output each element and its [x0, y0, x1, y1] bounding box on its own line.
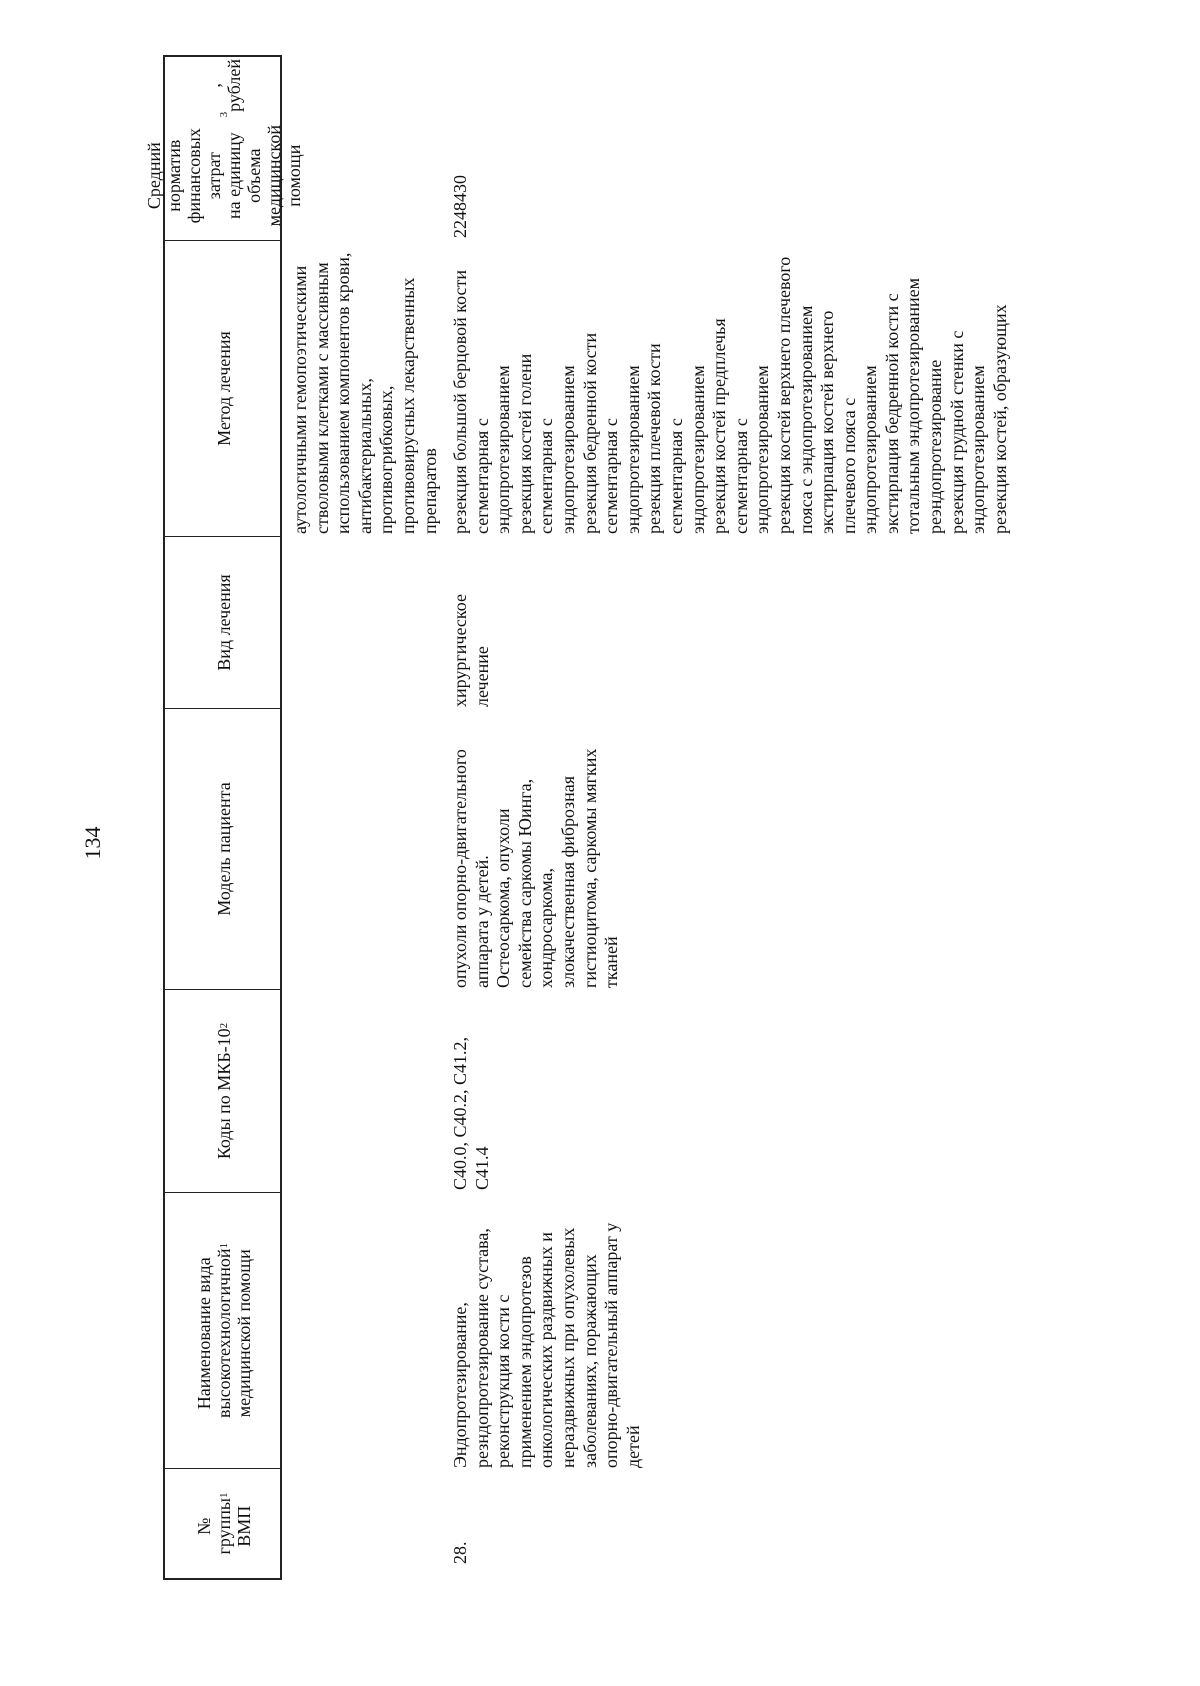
continuation-method: аутологичными гемопоэтическими стволовыми клетками с массивным использованием компонентов крови, антибактериальных, противогрибковых, противовирусных лекарственных препаратов: [290, 252, 440, 534]
row-method: резекция большой берцовой кости сегментарная с эндопротезированием резекция костей голени сегментарная с эндопротезированием резекция бедренной кости сегментарная с эндопротезированием резекция плечевой кости сегментарная с эндопротезированием резекция костей предплечья сегментарная с эндопротезированием резекция костей верхнего плечевого пояса с эндопротезированием экстирпация костей верхнего плечевого пояса с эндопротезированием экстирпация бедренной кости с тотальным эндопротезированием реэндопротезирование резекция грудной стенки с эндопротезированием резекция костей, образующих: [450, 256, 1010, 534]
header-method: [165, 240, 282, 536]
row-name: Эндопротезирование, резндопротезирование сустава, реконструкция кости с применением эндопротезов онкологических раздвижных и нераздвижных при опухолевых заболеваниях, поражающих опорно-двигательный аппарат у детей: [450, 1222, 643, 1468]
header-codes-text: Коды по МКБ-10: [213, 1028, 234, 1160]
header-patient-model: [165, 708, 282, 989]
row-patient-model: опухоли опорно-двигательного аппарата у детей. Остеосаркома, опухоли семейства саркомы Юинга, хондросаркома, злокачественная фиброзная гистиоцитома, саркомы мягких тканей: [450, 748, 622, 988]
table-header: [143, 55, 304, 1580]
header-group-no-text: № группы ВМП: [193, 1498, 254, 1555]
row-treatment-type: хирургическое лечение: [450, 594, 492, 707]
header-cost-tail: , рублей: [203, 59, 244, 112]
header-codes: Коды по МКБ-10 2: [165, 989, 282, 1192]
vmp-table: [143, 55, 1163, 1580]
row-group-no: 28.: [450, 1541, 470, 1564]
header-cost-text: Средний норматив финансовых затрат на единицу объема медицинской помощи: [143, 125, 304, 227]
page-number: 134: [80, 826, 105, 860]
header-name: Наименование вида высокотехнологичной медицинской помощи 1: [165, 1192, 282, 1468]
row-codes: C40.0, C40.2, C41.2, C41.4: [450, 1036, 492, 1190]
header-method-text: Метод лечения: [213, 331, 234, 446]
header-treatment-type: [165, 536, 282, 708]
header-patient-model-text: Модель пациента: [213, 782, 234, 916]
header-treatment-type-text: Вид лечения: [213, 574, 234, 671]
header-cost: Средний норматив финансовых затрат на единицу объема медицинской помощи 3 , рублей: [165, 53, 282, 240]
row-cost: 2248430: [450, 175, 470, 238]
header-name-text: Наименование вида высокотехнологичной медицинской помощи: [193, 1248, 254, 1419]
header-group-no: № группы ВМП 1: [165, 1468, 282, 1578]
